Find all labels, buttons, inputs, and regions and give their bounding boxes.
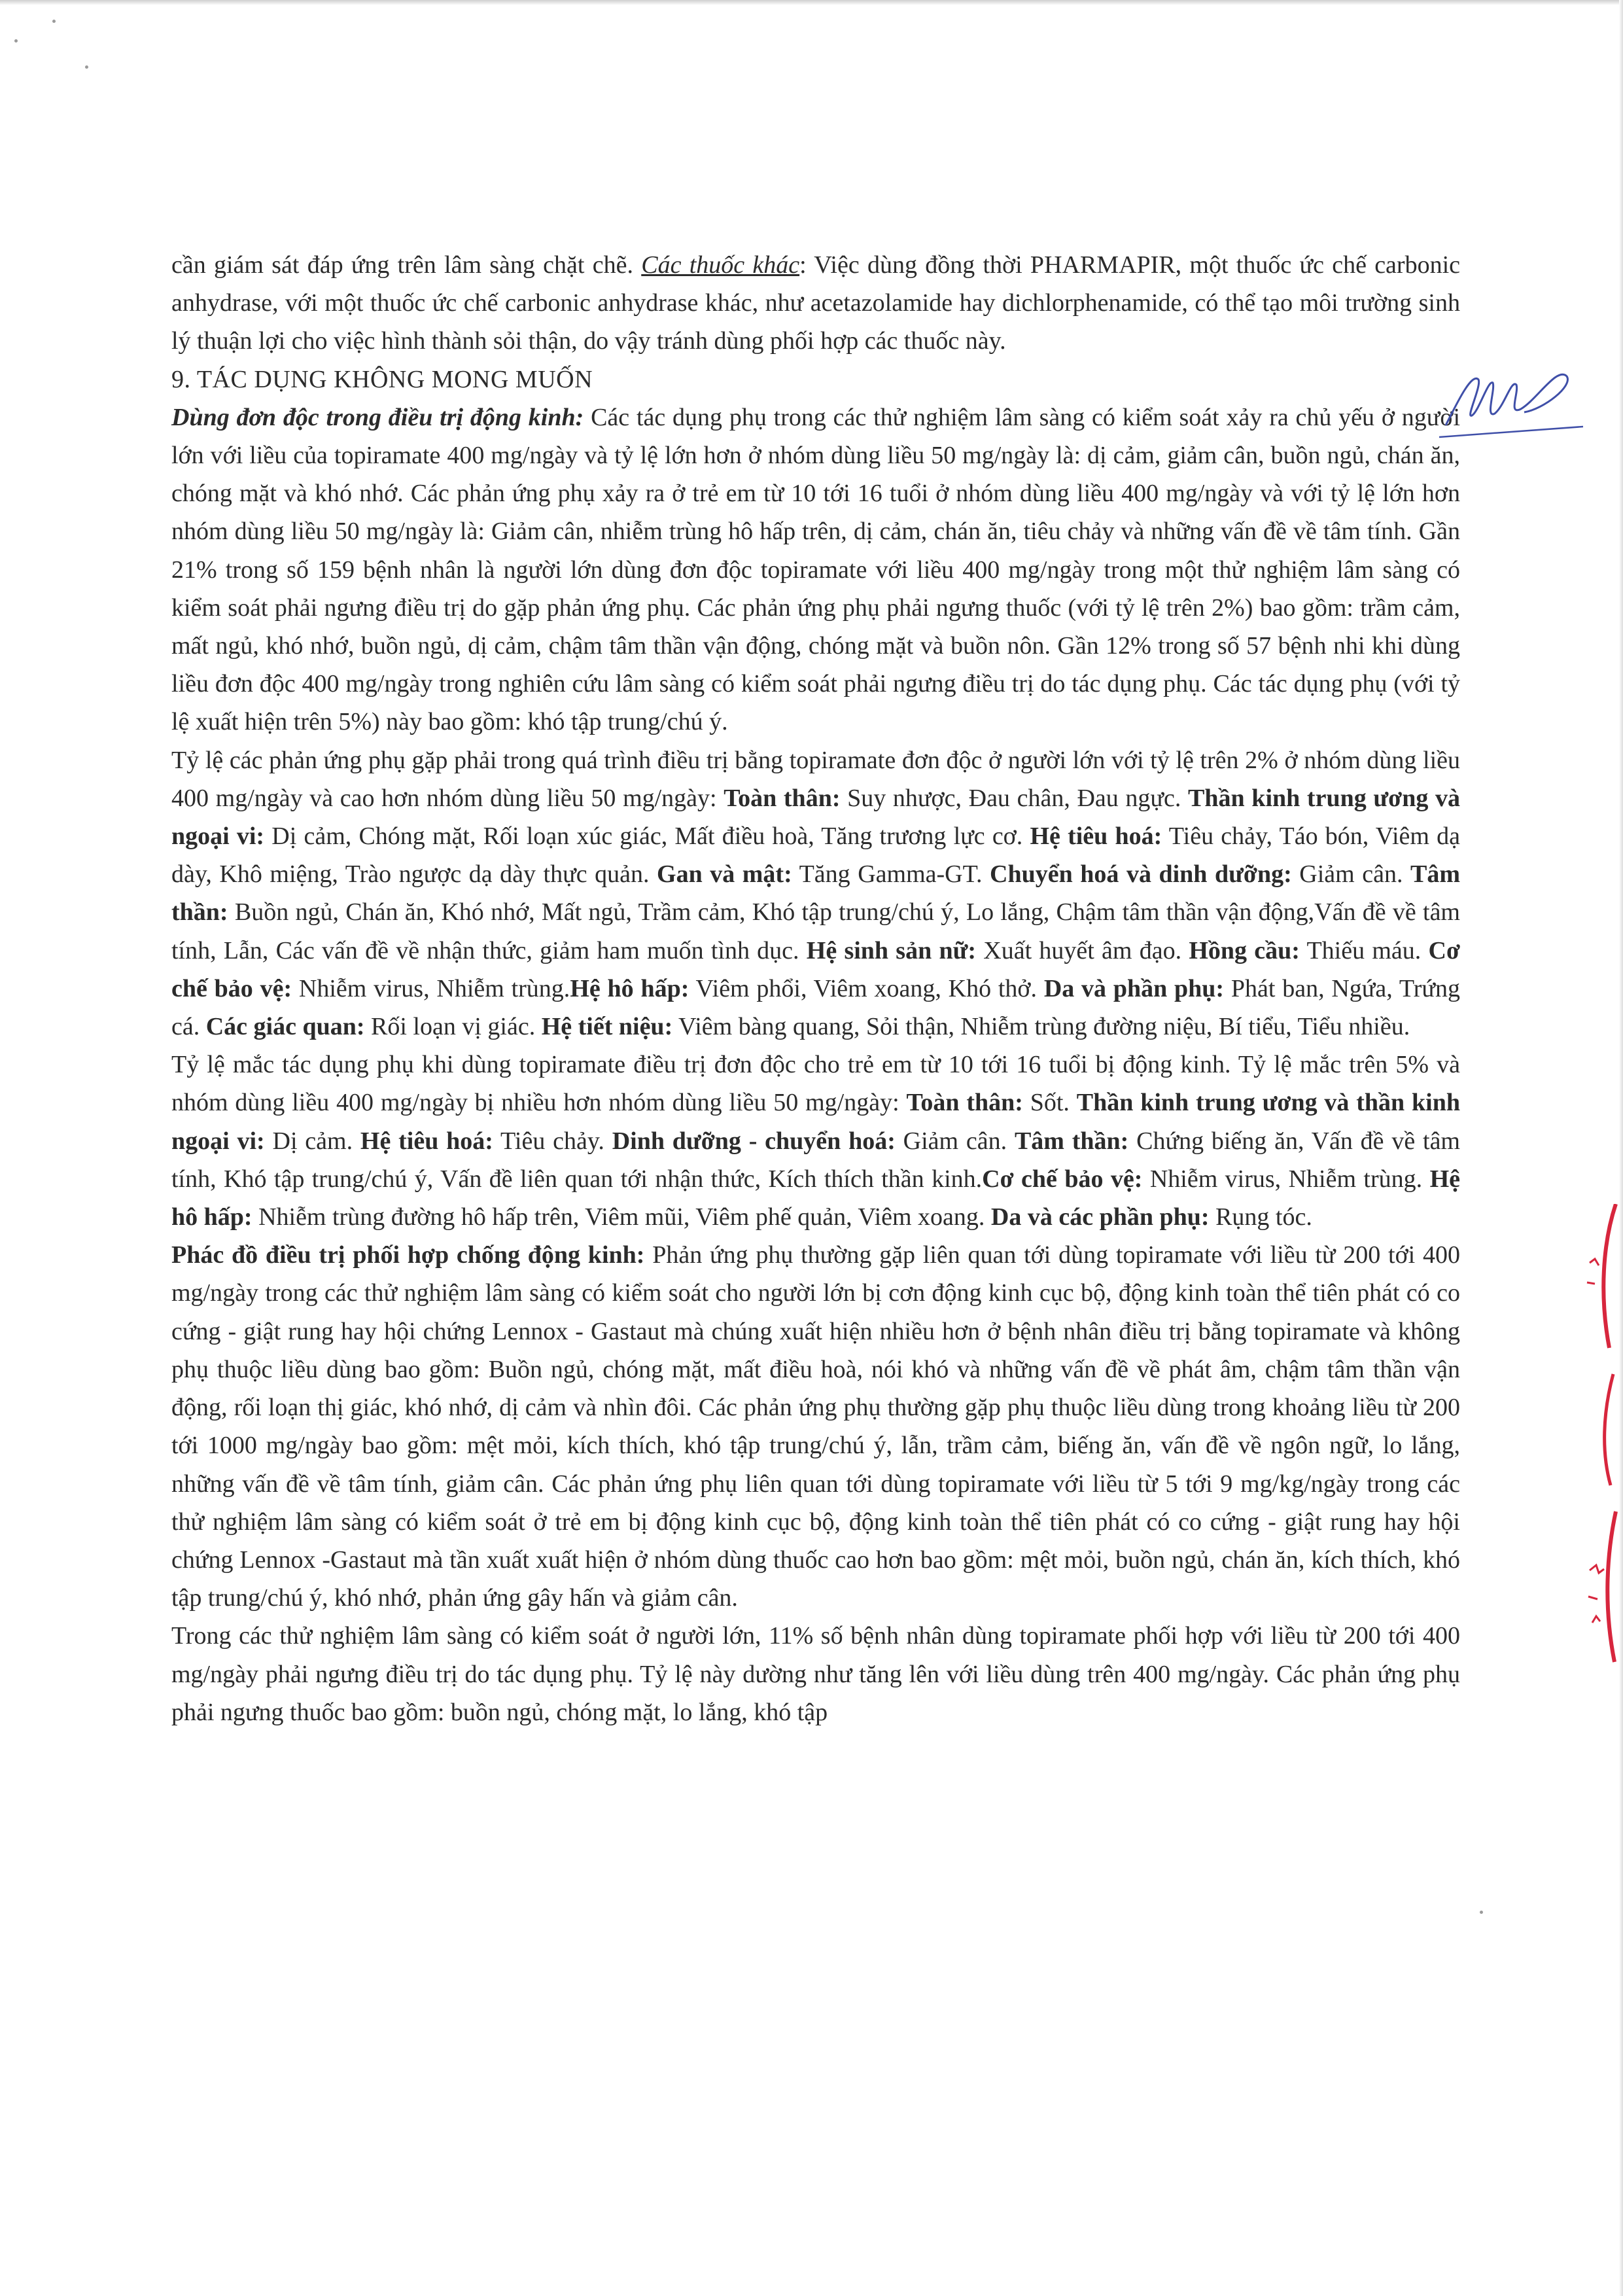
- bold-label: Toàn thân:: [724, 784, 841, 812]
- text-run: Chứng biếng ăn, Vấn đề về tâm tính, Khó tập trung/chú ý, Vấn đề liên quan tới nhận thức, Kích thích thần kinh.: [171, 1127, 1460, 1193]
- bold-label: Cơ chế bảo vệ:: [982, 1165, 1143, 1193]
- text-run: Suy nhược, Đau chân, Đau ngực.: [840, 784, 1189, 812]
- text-run: Viêm phổi, Viêm xoang, Khó thở.: [689, 974, 1044, 1002]
- underlined-label: Các thuốc khác: [641, 251, 800, 279]
- text-run: Viêm bàng quang, Sỏi thận, Nhiễm trùng đường niệu, Bí tiểu, Tiểu nhiều.: [672, 1013, 1410, 1041]
- text-run: Tiêu chảy.: [493, 1127, 612, 1155]
- text-run: Các tác dụng phụ trong các thử nghiệm lâm sàng có kiểm soát xảy ra chủ yếu ở người lớn với liều của topiramate 400 mg/ngày và tỷ lệ lớn hơn ở nhóm dùng liều 50 mg/ngày là: dị cảm, giảm cân, buồn ngủ, chán ăn, chóng mặt và khó nhớ. Các phản ứng phụ xảy ra ở trẻ em từ 10 tới 16 tuổi ở nhóm dùng liều 400 mg/ngày và với tỷ lệ lớn hơn nhóm dùng liều 50 mg/ngày là: Giảm cân, nhiễm trùng hô hấp trên, dị cảm, chán ăn, tiêu chảy và những vấn đề về tâm tính. Gần 21% trong số 159 bệnh nhân là người lớn dùng đơn độc topiramate với liều 400 mg/ngày trong một thử nghiệm lâm sàng có kiểm soát phải ngưng điều trị do gặp phản ứng phụ. Các phản ứng phụ phải ngưng thuốc (với tỷ lệ trên 2%) bao gồm: trầm cảm, mất ngủ, khó nhớ, buồn ngủ, dị cảm, chậm tâm thần vận động, chóng mặt và buồn nôn. Gần 12% trong số 57 bệnh nhi khi dùng liều đơn độc 400 mg/ngày trong nghiên cứu lâm sàng có kiểm soát phải ngưng điều trị do tác dụng phụ. Các tác dụng phụ (với tỷ lệ xuất hiện trên 5%) này bao gồm: khó tập trung/chú ý.: [171, 403, 1460, 736]
- text-run: Tiêu chảy, Táo bón, Viêm dạ dày, Khô miệng, Trào ngược dạ dày thực quản.: [171, 822, 1460, 889]
- bold-label: Chuyển hoá và dinh dưỡng:: [990, 860, 1292, 889]
- bold-label: Hệ tiết niệu:: [541, 1013, 673, 1041]
- bold-label: Hệ hô hấp:: [171, 1165, 1460, 1231]
- text-run: Phát ban, Ngứa, Trứng cá.: [171, 974, 1460, 1041]
- paragraph-drug-interactions: [171, 246, 1460, 361]
- scan-speck: [52, 20, 56, 23]
- paragraph-adjunctive-therapy: [171, 1236, 1460, 1617]
- bold-label: Các giác quan:: [205, 1013, 365, 1041]
- text-run: Tỷ lệ mắc tác dụng phụ khi dùng topiramate điều trị đơn độc cho trẻ em từ 10 tới 16 tuổi bị động kinh. Tỷ lệ mắc trên 5% và nhóm dùng liều 400 mg/ngày bị nhiều hơn nhóm dùng liều 50 mg/ngày:: [171, 1051, 1460, 1117]
- section-heading: [171, 361, 1460, 398]
- text-run: Giảm cân.: [895, 1127, 1015, 1155]
- scan-top-edge: [0, 0, 1623, 5]
- bold-label: Thần kinh trung ương và thần kinh ngoại vi:: [171, 1089, 1460, 1155]
- text-run: Trong các thử nghiệm lâm sàng có kiểm soát ở người lớn, 11% số bệnh nhân dùng topiramate phối hợp với liều từ 200 tới 400 mg/ngày phải ngưng điều trị do tác dụng phụ. Tỷ lệ này dường như tăng lên với liều dùng trên 400 mg/ngày. Các phản ứng phụ phải ngưng thuốc bao gồm: buồn ngủ, chóng mặt, lo lắng, khó tập: [171, 1622, 1460, 1726]
- text-run: Buồn ngủ, Chán ăn, Khó nhớ, Mất ngủ, Trầm cảm, Khó tập trung/chú ý, Lo lắng, Chậm tâm thần vận động,Vấn đề về tâm tính, Lẫn, Các vấn đề về nhận thức, giảm ham muốn tình dục.: [171, 898, 1460, 964]
- paragraph-discontinuation: [171, 1617, 1460, 1731]
- bold-label: Dùng đơn độc trong điều trị động kinh:: [171, 403, 584, 431]
- scan-speck: [14, 39, 18, 43]
- text-run: Rối loạn vị giác.: [364, 1013, 542, 1041]
- bold-label: Hệ sinh sản nữ:: [806, 936, 977, 964]
- bold-label: Dinh dưỡng - chuyển hoá:: [612, 1127, 896, 1155]
- text-run: Xuất huyết âm đạo.: [976, 936, 1189, 964]
- bold-label: Cơ chế bảo vệ:: [171, 936, 1460, 1002]
- text-run: Sốt.: [1022, 1089, 1077, 1117]
- bold-label: Tâm thần:: [1014, 1127, 1129, 1155]
- text-run: Tỷ lệ các phản ứng phụ gặp phải trong quá trình điều trị bằng topiramate đơn độc ở người lớn với tỷ lệ trên 2% ở nhóm dùng liều 400 mg/ngày và cao hơn nhóm dùng liều 50 mg/ngày:: [171, 746, 1460, 812]
- bold-label: Hệ tiêu hoá:: [1030, 822, 1162, 851]
- text-run: 9. TÁC DỤNG KHÔNG MONG MUỐN: [171, 365, 593, 393]
- bold-label: Toàn thân:: [906, 1089, 1023, 1117]
- bold-label: Hệ hô hấp:: [570, 974, 689, 1002]
- text-run: : Việc dùng đồng thời PHARMAPIR, một thuốc ức chế carbonic anhydrase, với một thuốc ức chế carbonic anhydrase khác, như acetazolamide hay dichlorphenamide, có thể tạo môi trường sinh lý thuận lợi cho việc hình thành sỏi thận, do vậy tránh dùng phối hợp các thuốc này.: [171, 251, 1460, 355]
- bold-label: Gan và mật:: [657, 860, 792, 889]
- bold-label: Hệ tiêu hoá:: [360, 1127, 493, 1155]
- text-run: Dị cảm.: [264, 1127, 360, 1155]
- paragraph-adult-adverse-reactions: [171, 741, 1460, 1046]
- text-run: Nhiễm virus, Nhiễm trùng.: [1142, 1165, 1430, 1193]
- text-run: Dị cảm, Chóng mặt, Rối loạn xúc giác, Mất điều hoà, Tăng trương lực cơ.: [264, 822, 1030, 851]
- text-run: Tăng Gamma-GT.: [792, 860, 990, 889]
- paragraph-pediatric-adverse-reactions: [171, 1046, 1460, 1236]
- bold-label: Phác đồ điều trị phối hợp chống động kinh:: [171, 1241, 645, 1269]
- bold-label: Da và các phần phụ:: [990, 1203, 1210, 1231]
- paragraph-monotherapy: [171, 398, 1460, 741]
- text-run: cần giám sát đáp ứng trên lâm sàng chặt chẽ.: [171, 251, 642, 279]
- bold-label: Tâm thần:: [171, 860, 1461, 927]
- bold-label: Hồng cầu:: [1189, 936, 1300, 964]
- scan-speck: [85, 65, 88, 69]
- scan-right-edge: [1619, 0, 1623, 2296]
- document-body: [171, 246, 1460, 1731]
- text-run: Giảm cân.: [1291, 860, 1411, 889]
- text-run: Phản ứng phụ thường gặp liên quan tới dùng topiramate với liều từ 200 tới 400 mg/ngày trong các thử nghiệm lâm sàng có kiểm soát cho người lớn bị cơn động kinh cục bộ, động kinh toàn thể tiên phát có co cứng - giật rung hay hội chứng Lennox - Gastaut mà chúng xuất hiện nhiều hơn ở bệnh nhân điều trị bằng topiramate và không phụ thuộc liều dùng bao gồm: Buồn ngủ, chóng mặt, mất điều hoà, nói khó và những vấn đề về phát âm, chậm tâm thần vận động, rối loạn thị giác, khó nhớ, dị cảm và nhìn đôi. Các phản ứng phụ thường gặp phụ thuộc liều dùng trong khoảng liều từ 200 tới 1000 mg/ngày bao gồm: mệt mỏi, kích thích, khó tập trung/chú ý, lẫn, trầm cảm, biếng ăn, vấn đề về ngôn ngữ, lo lắng, những vấn đề về tâm tính, giảm cân. Các phản ứng phụ liên quan tới dùng topiramate với liều từ 5 tới 9 mg/kg/ngày trong các thử nghiệm lâm sàng có kiểm soát ở trẻ em bị động kinh cục bộ, động kinh toàn thể tiên phát có co cứng - giật rung hay hội chứng Lennox -Gastaut mà tần xuất xuất hiện ở nhóm dùng thuốc cao hơn bao gồm: mệt mỏi, buồn ngủ, chán ăn, kích thích, khó tập trung/chú ý, khó nhớ, phản ứng gây hấn và giảm cân.: [171, 1241, 1461, 1612]
- scan-speck: [1480, 1911, 1483, 1914]
- bold-label: Da và phần phụ:: [1043, 974, 1225, 1002]
- red-stamp-fragment: [1570, 1204, 1623, 1714]
- text-run: Thiếu máu.: [1299, 936, 1429, 964]
- bold-label: Thần kinh trung ương và ngoại vi:: [171, 784, 1460, 851]
- handwritten-signature: [1433, 353, 1590, 451]
- text-run: Nhiễm virus, Nhiễm trùng.: [292, 974, 570, 1002]
- text-run: Rụng tóc.: [1209, 1203, 1312, 1231]
- text-run: Nhiễm trùng đường hô hấp trên, Viêm mũi, Viêm phế quản, Viêm xoang.: [252, 1203, 991, 1231]
